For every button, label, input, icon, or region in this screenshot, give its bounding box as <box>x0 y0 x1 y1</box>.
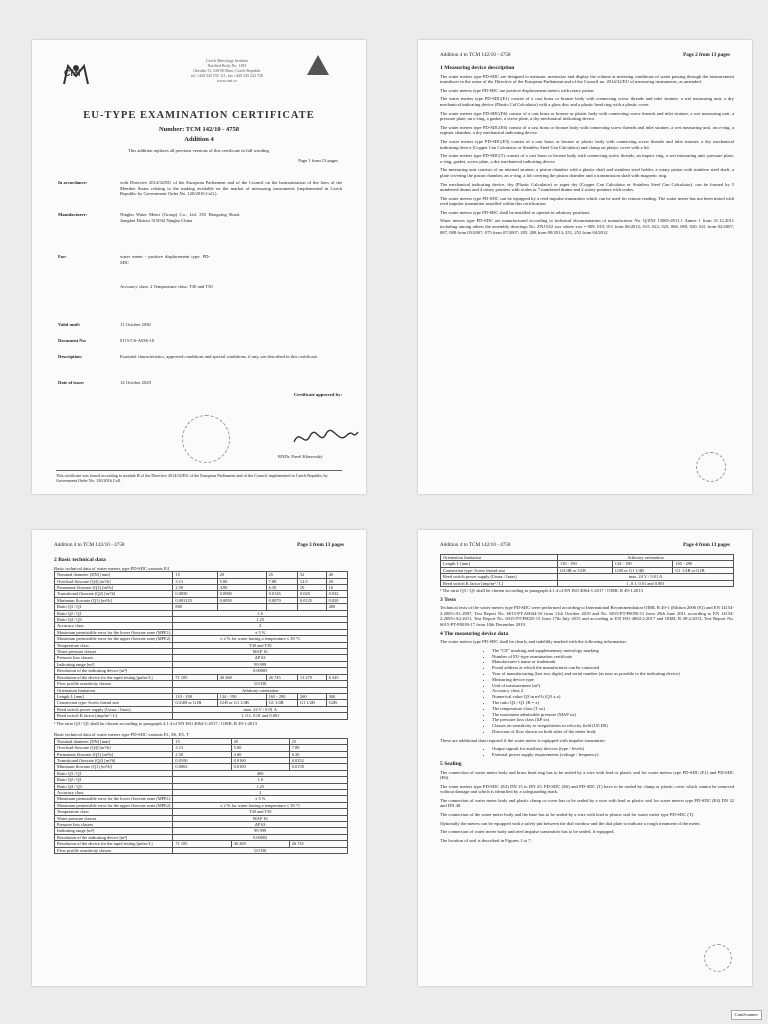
row-label: Length L [mm] <box>55 693 173 699</box>
cell-value: ± 5 % <box>173 796 348 802</box>
cell-value: 0.0126 <box>266 591 297 597</box>
sealing-paragraph: The water meters type PD-SDC (E4) DN 15 to DN 25, PD-SDC (E6) and PD-SDC (T) have to be sealed by clamp or plastic cover which cannot be removed without damage and which is identified by a safeguarding mark. <box>440 783 734 795</box>
cell-value: 4.00 <box>217 585 266 591</box>
row-label: Ratio Q2 / Q1 <box>55 777 173 783</box>
row-label: Transitional flowrate (Q2) [m³/h] <box>55 757 173 763</box>
paragraph: The measuring unit consists of an internal strainer, a piston chamber with a plastic shaft and stainless steel holder, a rotary piston with stainless steel shaft, a plate covering the piston chamber, an o-ring, a lid covering the piston chamber and a transmission shaft with magnetic ring. <box>440 167 734 178</box>
cell-value: 0.0252 <box>289 757 347 763</box>
cell-value: 15 <box>173 738 231 744</box>
field-date-of-issue: Date of issue: 12 October 2020 <box>58 380 151 385</box>
paragraph: The mechanical indicating device, dry (Plastic Calculator) or super dry (Copper Can Calculator or Stainless Steel Can Calculator), can be formed by 5 numbered drums and 4 rotary pointers with scales or 7 numbered drums and 2 rotary pointers with scales. <box>440 181 734 193</box>
cell-value: 40 268 <box>217 674 266 680</box>
cell-value: 0.0050 <box>173 591 217 597</box>
row-label: Maximum permissible error for the upper flowrate zone (MPE2) <box>55 636 173 642</box>
row-label: Flow profile sensitivity classes <box>55 847 173 853</box>
cell-value: 3.13 <box>173 745 231 751</box>
certificate-page-4 <box>418 530 752 986</box>
watermark-label: CamScanner <box>731 1010 762 1020</box>
field-accordance: In accordance: with Directive 2014/32/EU of the European Parliament and of the Council on the harmonisation of the laws of the Member States relating to the making available on the market of measuring instruments (implemented in Czech Republic by Government Order No. 120/2016 Coll.). <box>58 180 342 197</box>
table1-title: Basic technical data of water meters type PD-SDC variants E4 <box>54 565 169 571</box>
table-row <box>441 580 734 586</box>
paragraph: The water meters type PD-SDC are positive displacement meters with rotary piston. <box>440 87 595 93</box>
cell-value: 26 745 <box>266 674 297 680</box>
list-item: • Accuracy class 2 <box>492 688 734 694</box>
row-label: Resolution of the device for the rapid testing [pulse/L] <box>55 674 173 680</box>
cell-value: 71 185 <box>173 674 217 680</box>
list-item: • The ratio Q3 / Q1 (R = x) <box>492 700 734 706</box>
page-header: Addition 4 to TCM 142/10 - 4758 Page 2 from 13 pages <box>440 52 730 58</box>
row-label: Nominal diameter (DN) [mm] <box>55 572 173 578</box>
cell-value: 0.0160 <box>231 757 289 763</box>
technical-data-table-2 <box>54 738 348 854</box>
field-document-no: Document No: 0115-CS-A036-10 <box>58 338 155 343</box>
page-header: Addition 4 to TCM 142/10 - 4758 Page 3 from 13 pages <box>54 542 344 548</box>
institute-address: Czech Metrology Institute Notified Body No. 1383 Okružní 31, 638 00 Brno, Czech Republic tel. +420 545 555 111, fax +420 545 222 728 www.cmi.cz <box>190 58 264 83</box>
cell-value: 0.0100 <box>231 764 289 770</box>
field-accuracy: Accuracy class: 2 Temperature class: T30 and T50 <box>120 284 213 289</box>
list-item: • Classes on sensitivity to irregularities in velocity field (U0 D0) <box>492 723 734 729</box>
table1-note: ¹ The ratio Q3 / Q1 shall be chosen according to paragraph 4.1.4 of EN ISO 4064-1:2017 / OIML R 49-1:2013 <box>54 720 257 726</box>
paragraph: The water meters type PD-SDC shall be installed to operate in arbitrary positions. <box>440 209 591 215</box>
cell-value: 1.6 <box>173 777 348 783</box>
row-label: Ratio Q4 / Q3 <box>55 783 173 789</box>
cell-value: 1, 0.1, 0.01 and 0.001 <box>173 713 348 719</box>
row-label: Accuracy class <box>55 789 173 795</box>
replaces-note: This addition replaces all previous versions of this certificate in full wording. <box>128 148 270 153</box>
list-item: • The pressure loss class (ΔP xx) <box>492 717 734 723</box>
cell-value: U0 D0 <box>173 847 348 853</box>
cell-value: 40 268 <box>231 841 289 847</box>
cell-value: 0.020 <box>297 591 326 597</box>
list-item: • External power supply requirements (voltage / frequency) <box>492 752 734 758</box>
paragraph: The water meters type PD-SDC(E1) consist of a cast brass or bronze body with connecting screw threads and inlet strainer, a wet measuring unit, a dry mechanical indicating device (Plastic Cal Calculator) with a glass disc and a plastic head ring with a plastic cover. <box>440 96 734 107</box>
row-label: Overload flowrate (Q4) [m³/h] <box>55 745 173 751</box>
cell-value: 0.0050 <box>217 597 266 603</box>
cell-value: 26 745 <box>289 841 347 847</box>
cell-value: G1B or G1 1/4B <box>612 567 673 573</box>
cell-value: 25 <box>266 572 297 578</box>
row-label: Ratio Q3 / Q1 <box>55 770 173 776</box>
cell-value: 40 <box>326 572 347 578</box>
cell-value: 0.0100 <box>173 757 231 763</box>
cell-value: 71 185 <box>173 841 231 847</box>
cell-value: 7.88 <box>289 745 347 751</box>
cell-value: ΔP 63 <box>173 655 348 661</box>
cell-value: 400 <box>173 770 348 776</box>
page-body <box>440 554 734 846</box>
device-data-intro: The water meters type PD-SDC shall be clearly and indelibly marked with the following information: <box>440 639 627 645</box>
row-label: Pressure loss classes <box>55 822 173 828</box>
certificate-addition: Addition 4 <box>184 136 214 143</box>
row-label: Water pressure classes <box>55 815 173 821</box>
row-label: Nominal diameter (DN) [mm] <box>55 738 173 744</box>
certificate-page-1 <box>32 40 366 494</box>
row-label: Ratio Q4 / Q3 <box>55 617 173 623</box>
cell-value: 2 <box>173 623 348 629</box>
row-label: Maximum permissible error for the upper flowrate zone (MPE2) <box>55 802 173 808</box>
cell-value: 134 - 190 <box>612 561 673 567</box>
cell-value: 20 <box>217 572 266 578</box>
cell-value: 300 <box>326 693 347 699</box>
cell-value: 165 - 290 <box>673 561 734 567</box>
list-item: • The temperature class (T xx) <box>492 706 734 712</box>
section-title-sealing: 5 Sealing <box>440 760 462 767</box>
row-label: Transitional flowrate (Q2) [m³/h] <box>55 591 173 597</box>
technical-data-table-continued <box>440 554 734 587</box>
cell-value: Arbitrary orientation <box>173 687 348 693</box>
cell-value: 5.00 <box>231 745 289 751</box>
cell-value: 1.6 <box>173 610 348 616</box>
cell-value: 6 345 <box>326 674 347 680</box>
page-stamp <box>696 452 726 482</box>
field-manufacturer: Manufacturer: Ningbo Water Meter (Group) Co., Ltd. 355 Hongxing Road, Jiangbei District 315032 Ningbo China <box>58 212 240 223</box>
sealing-paragraph: The connection of water meter body and brass head ring has to be sealed by a wire with lead or plastic seal for water meters type PD-SDC (E1) and PD-SDC (E6). <box>440 769 734 781</box>
list-item: • Unit of measurement (m³) <box>492 683 734 689</box>
certificate-number: Number: TCM 142/10 - 4758 <box>158 126 240 133</box>
cell-value: 400 <box>326 604 347 610</box>
cell-value: 99 999 <box>173 828 348 834</box>
cell-value: 2.50 <box>173 585 217 591</box>
row-label: Maximum permissible error for the lower flowrate zone (MPE1) <box>55 629 173 635</box>
cell-value: T30 and T50 <box>173 642 348 648</box>
extra-intro: These are additional data required if the water meter is equipped with impulse transmitter: <box>440 737 606 743</box>
row-label: Minimum flowrate (Q1) [m³/h] <box>55 597 173 603</box>
row-label: Orientation limitation <box>55 687 173 693</box>
cell-value: 0.003125 <box>173 597 217 603</box>
row-label: Connection type: Screw thread size <box>441 567 558 573</box>
sealing-paragraph: The connection of water meter body and plastic clamp or cover has to be sealed by a wire with lead or plastic seal for water meters type PD-SDC (E4) DN 32 and DN 40. <box>440 797 734 809</box>
cmi-logo: CMI <box>62 62 90 86</box>
marking-list <box>440 648 734 735</box>
row-label: Temperature class <box>55 642 173 648</box>
cell-value: 6.30 <box>289 751 347 757</box>
row-label: Water pressure classes <box>55 649 173 655</box>
row-label: Reed switch power supply (Umax / Imax) <box>55 706 173 712</box>
cell-value: G3/4B or G1B <box>173 700 217 706</box>
row-label: Orientation limitation <box>441 555 558 561</box>
sealing-paragraph: Optionally the meters can be equipped with a safety pin between the dial window and the dial plate to indicate a rough treatment of the meter. <box>440 820 701 826</box>
row-label: Ratio Q2 / Q1 <box>55 610 173 616</box>
list-item: • Output signals for auxiliary devices (type / levels) <box>492 746 734 752</box>
cell-value: ± 5 % <box>173 629 348 635</box>
field-for: For: water meter - positive displacement type: PD-SDC <box>58 254 210 265</box>
cell-value: 2.50 <box>173 751 231 757</box>
row-label: Reed switch power supply (Umax / Imax) <box>441 574 558 580</box>
cell-value: 6.30 <box>266 585 297 591</box>
paragraph: The water meters type PD-SDC(E5) consist of a cast brass or bronze or plastic body with connecting screw threads and inlet strainer, a dry mechanical indicating device (Copper Can Calculator or Stainless Steel Can Calculator) and clamp on plastic cover with a lid. <box>440 138 734 150</box>
technical-data-table-1 <box>54 571 348 719</box>
row-label: Permanent flowrate (Q3) [m³/h] <box>55 585 173 591</box>
table2-title: Basic technical data of water meters type PD-SDC variants E1, E6, E5, T <box>54 732 189 738</box>
cell-value: 0.00005 <box>173 668 348 674</box>
cell-value: 7.88 <box>266 578 297 584</box>
cell-value: 0.0079 <box>266 597 297 603</box>
row-label: Temperature class <box>55 809 173 815</box>
cell-value: 110 - 190 <box>173 693 217 699</box>
cell-value: MAP 16 <box>173 815 348 821</box>
table-note: ¹ The ratio Q3 / Q1 shall be chosen according to paragraph 4.1.4 of EN ISO 4064-1:2017 / OIML R 49-1:2013 <box>440 588 643 594</box>
cell-value: G1B or G1 1/4B <box>217 700 266 706</box>
sealing-paragraph: The location of seal is described in Figures 1 to 7. <box>440 837 532 843</box>
cell-value: 13 270 <box>297 674 326 680</box>
cell-value: 260 <box>297 693 326 699</box>
row-label: Overload flowrate (Q4) [m³/h] <box>55 578 173 584</box>
cell-value: 134 - 190 <box>217 693 266 699</box>
section-title-device-data: 4 The measuring device data <box>440 630 509 637</box>
page-body <box>54 554 348 854</box>
cell-value: 16 <box>326 585 347 591</box>
row-label: Minimum flowrate (Q1) [m³/h] <box>55 764 173 770</box>
row-label: Accuracy class <box>55 623 173 629</box>
paragraph: The water meters type PD-SDC(T) consist of a cast brass or bronze body with connecting screw threads, an impact ring, a wet measuring unit, pressure plate, o-ring, gasket, screw plate, a dry mechanical indicating device. <box>440 153 734 164</box>
sealing-paragraph: The connection of water meter body and reed impulse transmitter has to be sealed, if equipped. <box>440 829 615 835</box>
cell-value: max. 24 V / 0.01 A <box>173 706 348 712</box>
paragraph: The water meters type PD-SDC are designed to measure, memorize and display the volume at metering conditions of water passing through the measurement transducer in the sense of the Directive of the European Parliament and of the Council no. 2014/32/EU of measuring instruments, as amended. <box>440 73 734 85</box>
paragraph: The water meters type PD-SDC(E6) consist of a cast brass or bronze body with connecting screw threads and inlet strainer, a wet measuring unit, an o-ring, a register chamber, a dry mechanical indicating device. <box>440 124 734 136</box>
signature-name: RNDr. Pavel Klenovský <box>278 454 323 459</box>
cell-value: 4.00 <box>231 751 289 757</box>
row-label: Indicating range [m³] <box>55 828 173 834</box>
cell-value: 15 <box>173 572 217 578</box>
paragraph: Water meters type PD-SDC are manufactured according to technical documentation of manufacturer No. Q/ZNJ 13065-2011.1 Annex 1 from 31.12.2011 including among others the assembly drawings No. ZNJ 652 xxx where xxx = 009, 010, 011 from 06/2012; 015, 022, 025, 068, 069, 020, 021 from 02/2007; 087, 088 from 05/2007; 075 from 07/2007; 205, 208 from 09/2013; 251, 252 from 04/2012. <box>440 218 734 235</box>
list-item: • Direction of flow shown on both sides of the meter body <box>492 729 734 735</box>
cell-value: 0.0080 <box>217 591 266 597</box>
cell-value: Arbitrary orientation <box>558 555 734 561</box>
list-item: • Manufacturer's name or trademark <box>492 659 734 665</box>
section-title: 2 Basic technical data <box>54 557 106 563</box>
row-label: Maximum permissible error for the lower flowrate zone (MPE1) <box>55 796 173 802</box>
official-stamp <box>182 415 230 463</box>
paragraph: The water meters type PD-SDC can be equipped by a reed impulse transmitter which can be used for remote reading. The water meter has not been tested with reed impulse transmitter installed within this certification. <box>440 195 734 207</box>
cell-value: 20 <box>326 578 347 584</box>
row-label: Length L [mm] <box>441 561 558 567</box>
row-label: Pressure loss classes <box>55 655 173 661</box>
certificate-page-3 <box>32 530 366 986</box>
row-label: Resolution of the indicating device [m³] <box>55 834 173 840</box>
cell-value: 110 - 190 <box>558 561 613 567</box>
certificate-footer: This certificate was issued according to module B of the Directive 2014/32/EU of the European Parliament and of the Council implemented in Czech Republic by Government Order No. 120/2016 Coll. <box>56 470 342 483</box>
cell-value: 1.25 <box>173 783 348 789</box>
row-label: Resolution of the indicating device [m³] <box>55 668 173 674</box>
table-row <box>55 700 348 706</box>
cell-value: G1 1/4B <box>266 700 297 706</box>
cell-value: 0.00002 <box>173 834 348 840</box>
cell-value: 25 <box>289 738 347 744</box>
row-label: Flow profile sensitivity classes <box>55 681 173 687</box>
cell-value: 0.032 <box>326 591 347 597</box>
cell-value: max. 24 V / 0.01 A <box>558 574 734 580</box>
cell-value: G1 1/2B <box>297 700 326 706</box>
field-valid-until: Valid until: 11 October 2030 <box>58 322 151 327</box>
list-item: • The maximum admissible pressure (MAP xx) <box>492 712 734 718</box>
cell-value: 32 <box>297 572 326 578</box>
cell-value: ± 2 % for water having a temperature ≤ 30 °C <box>173 802 348 808</box>
page-stamp <box>704 944 732 972</box>
page-header: Addition 4 to TCM 142/10 - 4758 Page 4 from 13 pages <box>440 542 730 548</box>
cell-value: 1.25 <box>173 617 348 623</box>
row-label: Resolution of the device for the rapid testing [pulse/L] <box>55 841 173 847</box>
cell-value: 0.0158 <box>289 764 347 770</box>
cell-value: ΔP 63 <box>173 822 348 828</box>
cell-value: 20 <box>231 738 289 744</box>
list-item: • Numerical value Q3 in m³/h (Q3 x.x) <box>492 694 734 700</box>
list-item: • Measuring device type <box>492 677 734 683</box>
section-title-tests: 3 Tests <box>440 596 457 603</box>
page-number: Page 1 from 13 pages <box>298 158 338 163</box>
section-title: 1 Measuring device description <box>440 65 515 71</box>
cell-value: 0.0063 <box>173 764 231 770</box>
extra-marking-list <box>440 746 734 758</box>
list-item: • Year of manufacturing (last two digits) and serial number (as near as possible to the indicating device) <box>492 671 734 677</box>
cell-value: 12.5 <box>297 578 326 584</box>
cell-value: 0.0125 <box>297 597 326 603</box>
row-label: Reed switch K factor [imp/m³ / L] <box>55 713 173 719</box>
cell-value: G2B <box>326 700 347 706</box>
cell-value: U0 D0 <box>173 681 348 687</box>
paragraph: The water meters type PD-SDC(E6) consist of a cast brass or bronze or plastic body with connecting screw threads and inlet strainer, a wet measuring unit, a pressure plate, an o-ring, a gasket, a screw plate, a dry mechanical indicating device. <box>440 110 734 122</box>
list-item: • Number of EU-type examination certificate <box>492 654 734 660</box>
cell-value: T30 and T50 <box>173 809 348 815</box>
cell-value: 10 <box>297 585 326 591</box>
sealing-paragraph: The connection of the water meter body and the base has to be sealed by a wire with lead or plastic seal for water meter type PD-SDC (T). <box>440 812 695 818</box>
certificate-page-2 <box>418 40 752 494</box>
cell-value: MAP 16 <box>173 649 348 655</box>
table-row <box>55 847 348 853</box>
row-label: Connection type: Screw thread size <box>55 700 173 706</box>
tests-paragraph: Technical tests of the water meters type PD-SDC were performed according to International Recommendation OIML R 49-1 (Edition 2006 (E)) and EN 14154-2:2005+A1:2007, Test Report No. 6015-PT-A0044-10 from 11th October 2010 and No. 6015-PT-P0050-11 from 29th June 2011 according to EN 14154-2:2005+A2:2011, Test Report No. 6015-PT-P0025-15 from 17th July 2015 and according to EN ISO 4064-2:2017 and OIML R 49-2:2013, Test Report No. 6015-PT-P0039-17 from 10th December 2019. <box>440 605 734 627</box>
signature <box>290 426 360 455</box>
notified-body-emblem <box>307 55 329 75</box>
row-label: Indicating range [m³] <box>55 661 173 667</box>
field-description: Description: Essential characteristics, approved conditions and special conditions, if any, are described in this certificate. <box>58 354 319 359</box>
table-row <box>55 713 348 719</box>
page-body <box>440 62 734 238</box>
row-label: Ratio Q3 / Q1 <box>55 604 173 610</box>
cell-value: 800 <box>173 604 217 610</box>
cell-value: G3/4B or G1B <box>558 567 613 573</box>
certificate-title: EU-TYPE EXAMINATION CERTIFICATE <box>83 110 315 121</box>
cell-value: 1, 0.1, 0.01 and 0.001 <box>558 580 734 586</box>
cell-value: 99 999 <box>173 661 348 667</box>
approved-by-label: Certificate approved by: <box>293 392 342 397</box>
list-item: • Postal address at which the manufacturer can be contacted <box>492 665 734 671</box>
row-label: Reed switch K factor [imp/m³ / L] <box>441 580 558 586</box>
cell-value: G1 1/4B or G1B <box>673 567 734 573</box>
cell-value: 5.00 <box>217 578 266 584</box>
cell-value: 0.020 <box>326 597 347 603</box>
list-item: • The "CE" marking and supplementary metrology marking <box>492 648 734 654</box>
cell-value: 2 <box>173 789 348 795</box>
row-label: Permanent flowrate (Q3) [m³/h] <box>55 751 173 757</box>
cell-value: 165 - 290 <box>266 693 297 699</box>
cell-value: 3.13 <box>173 578 217 584</box>
cell-value: ± 2 % for water having a temperature ≤ 30 °C <box>173 636 348 642</box>
